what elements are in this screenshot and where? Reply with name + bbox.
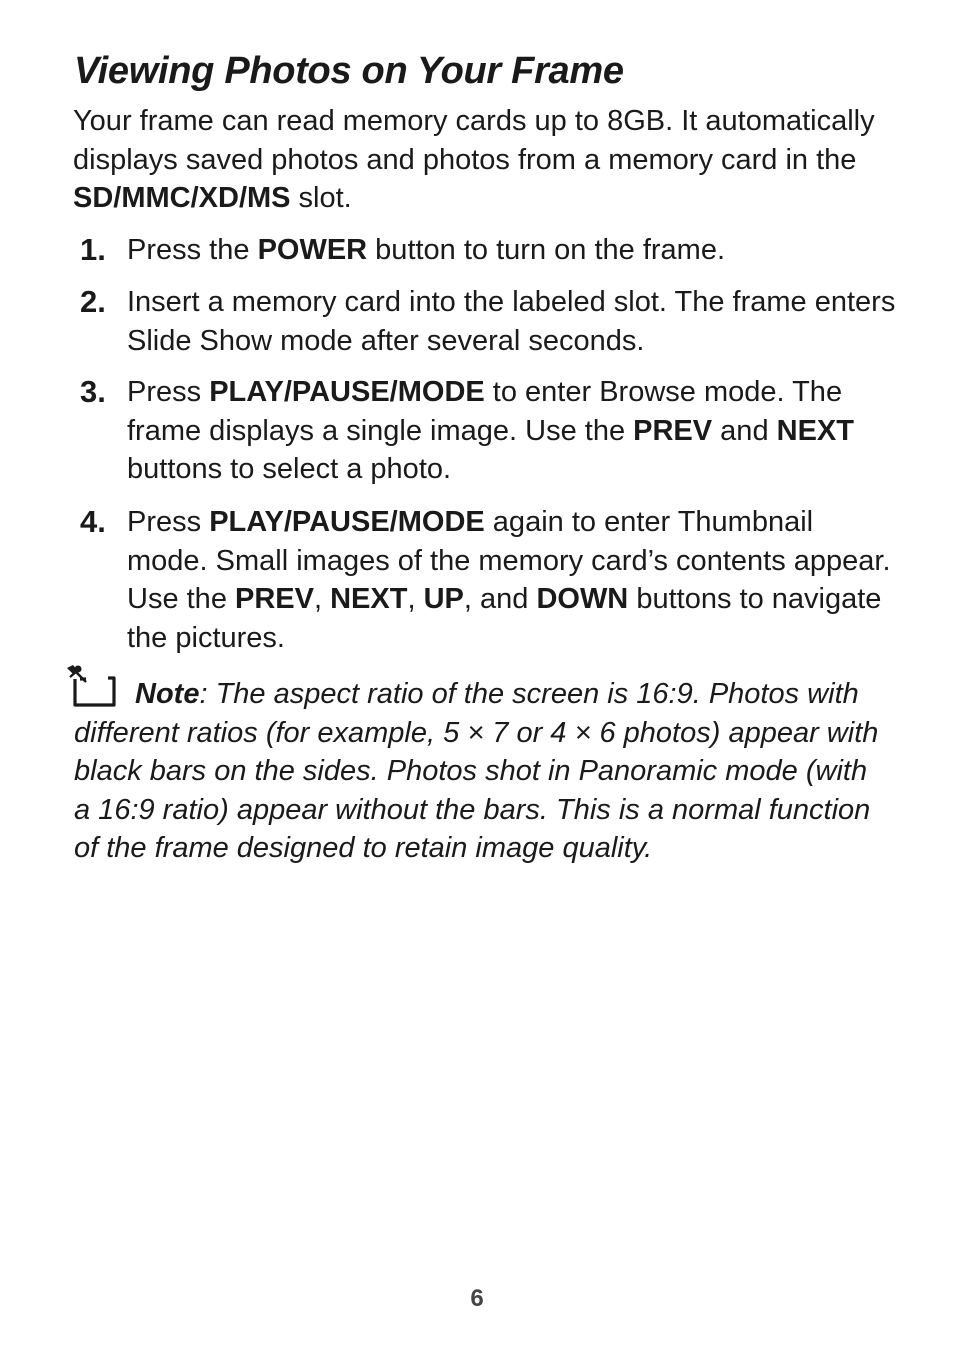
step-text (127, 283, 897, 360)
button-name: NEXT (330, 583, 408, 615)
intro-paragraph (73, 102, 893, 218)
button-name: POWER (257, 234, 368, 266)
step-text (127, 231, 897, 270)
button-name: UP (423, 583, 464, 615)
note-label: Note (135, 678, 200, 710)
step-number: 3. (80, 374, 106, 409)
button-name: PREV (235, 583, 314, 615)
intro-text: Your frame can read memory cards up to 8GB. It automatically displays saved photos and photos from a memory card in the (73, 105, 875, 176)
button-name: PREV (633, 414, 713, 447)
step-number: 1. (80, 232, 106, 267)
button-name: PLAY/PAUSE/MODE (209, 506, 485, 538)
note-paragraph (74, 675, 884, 868)
page-title: Viewing Photos on Your Frame (74, 50, 624, 92)
step-text-part: Press the (127, 234, 258, 266)
step-number: 2. (80, 284, 106, 319)
step-text-part: buttons to select a photo. (127, 453, 452, 485)
button-name: DOWN (536, 583, 629, 615)
step-text-part: , (407, 583, 424, 615)
step-text-part: , and (463, 583, 537, 615)
step-text-part: buttons to navigate the pictures. (127, 583, 882, 654)
note-text: : The aspect ratio of the screen is 16:9. Photos with different ratios (for example, 5 × 7 or 4 × 6 photos) appear with black bars on the sides. Photos shot in Panoramic mode (with a 16:9 ratio) appear without the bars. This is a normal function of the frame designed to retain image quality. (74, 678, 879, 865)
step-number: 4. (80, 504, 106, 539)
step-text-part: Press (127, 506, 210, 538)
step-text-part: , (313, 583, 331, 615)
step-text-part: to enter Browse mode. The frame displays a single image. Use the (127, 376, 843, 447)
step-text (127, 503, 897, 657)
intro-text-end: slot. (290, 182, 352, 214)
step-text-part: button to turn on the frame. (367, 234, 726, 266)
step-text (127, 373, 897, 489)
button-name: NEXT (776, 414, 854, 447)
step-text-part: Insert a memory card into the labeled slot. The frame enters Slide Show mode after several seconds. (127, 286, 896, 357)
step-text-part: again to enter Thumbnail mode. Small images of the memory card’s contents appear. Use the (127, 506, 891, 615)
step-text-part: and (712, 414, 777, 447)
step-text-part: Press (127, 376, 210, 408)
page-number: 6 (470, 1285, 484, 1312)
slot-name: SD/MMC/XD/MS (73, 182, 291, 214)
button-name: PLAY/PAUSE/MODE (209, 376, 485, 408)
